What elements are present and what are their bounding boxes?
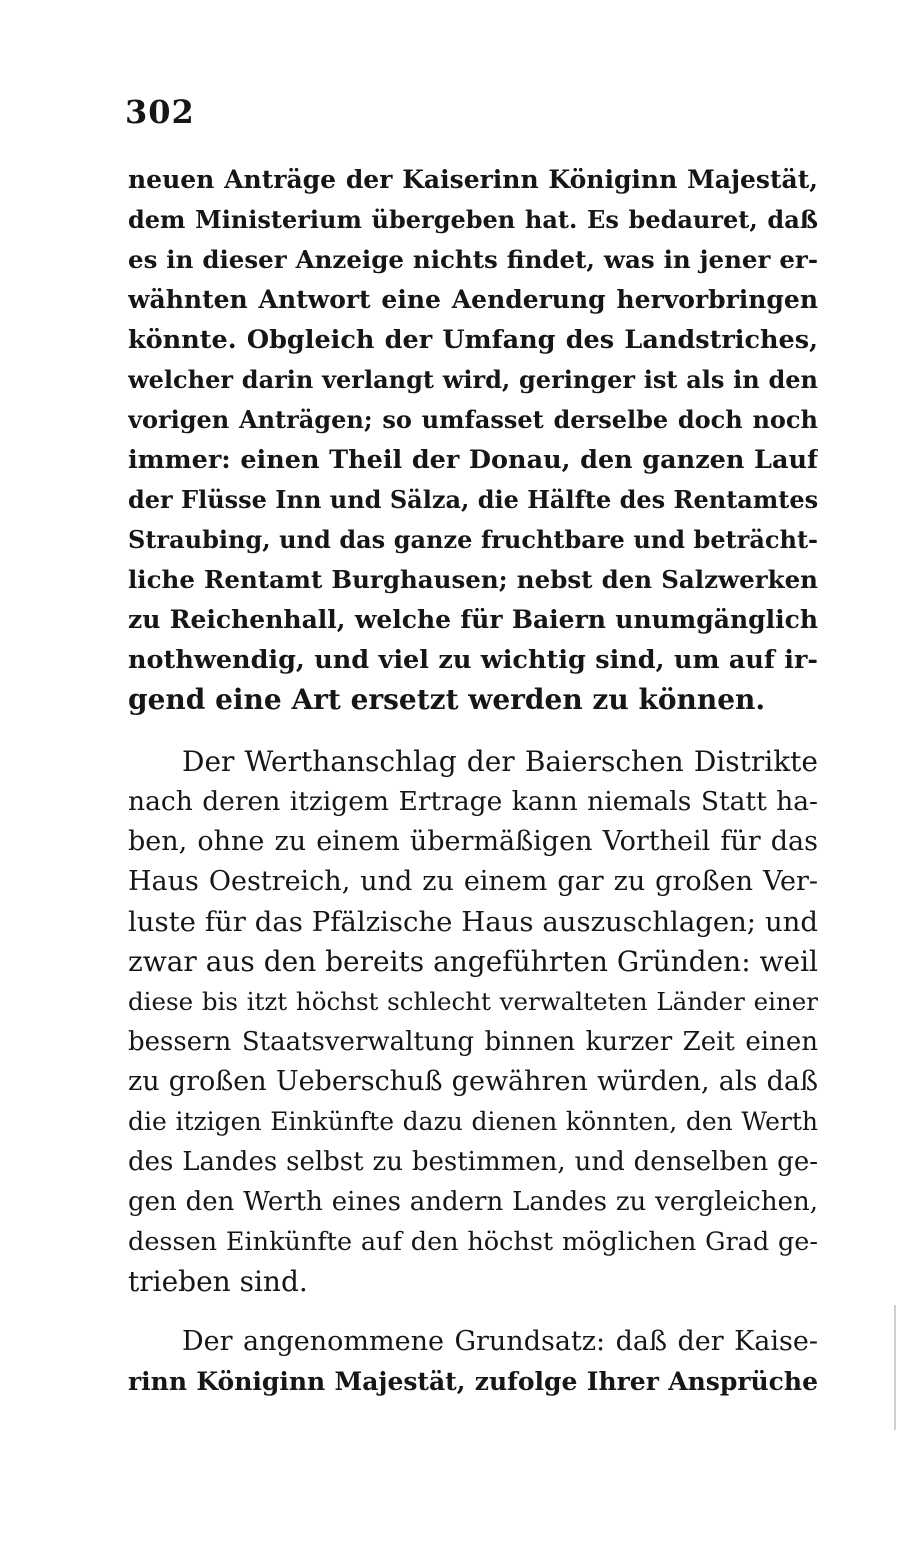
text-line: dem Ministerium übergeben hat. Es bedauret, daß: [128, 205, 818, 234]
text-line: Straubing, und das ganze fruchtbare und beträcht-: [128, 525, 818, 554]
text-line: liche Rentamt Burghausen; nebst den Salzwerken: [128, 565, 818, 594]
text-line: neuen Anträge der Kaiserinn Königinn Majestät,: [128, 165, 818, 194]
text-line: wähnten Antwort eine Aenderung hervorbringen: [128, 285, 818, 314]
text-line: des Landes selbst zu bestimmen, und denselben ge-: [128, 1147, 818, 1177]
text-line: zu großen Ueberschuß gewähren würden, als daß: [128, 1066, 818, 1097]
text-line: vorigen Anträgen; so umfasset derselbe doch noch: [128, 405, 818, 434]
text-line: der Flüsse Inn und Sälza, die Hälfte des Rentamtes: [128, 485, 818, 514]
text-line: trieben sind.: [128, 1265, 308, 1298]
text-line: nach deren itzigem Ertrage kann niemals Statt ha-: [128, 786, 818, 817]
text-line: welcher darin verlangt wird, geringer ist als in den: [128, 365, 818, 394]
text-line: Der angenommene Grundsatz: daß der Kaise-: [182, 1326, 818, 1357]
page-number: 302: [125, 93, 195, 131]
text-line: Der Werthanschlag der Baierschen Distrikte: [182, 745, 818, 778]
scan-edge-mark: [894, 1305, 896, 1430]
text-line: ben, ohne zu einem übermäßigen Vortheil für das: [128, 826, 818, 857]
text-line: zwar aus den bereits angeführten Gründen: weil: [128, 945, 818, 978]
text-line: könnte. Obgleich der Umfang des Landstriches,: [128, 325, 818, 355]
text-line: bessern Staatsverwaltung binnen kurzer Zeit einen: [128, 1027, 818, 1057]
text-line: nothwendig, und viel zu wichtig sind, um auf ir-: [128, 645, 818, 675]
text-line: gend eine Art ersetzt werden zu können.: [128, 683, 766, 716]
text-line: immer: einen Theil der Donau, den ganzen Lauf: [128, 445, 818, 475]
text-line: es in dieser Anzeige nichts findet, was in jener er-: [128, 245, 818, 274]
text-line: diese bis itzt höchst schlecht verwalteten Länder einer: [128, 987, 818, 1016]
text-line: die itzigen Einkünfte dazu dienen könnten, den Werth: [128, 1107, 818, 1136]
text-line: gen den Werth eines andern Landes zu vergleichen,: [128, 1187, 818, 1217]
text-line: dessen Einkünfte auf den höchst möglichen Grad ge-: [128, 1227, 818, 1257]
text-line: zu Reichenhall, welche für Baiern unumgänglich: [128, 605, 818, 634]
text-line: rinn Königinn Majestät, zufolge Ihrer Ansprüche: [128, 1367, 818, 1396]
text-line: luste für das Pfälzische Haus auszuschlagen; und: [128, 906, 818, 938]
text-line: Haus Oestreich, und zu einem gar zu großen Ver-: [128, 866, 818, 897]
